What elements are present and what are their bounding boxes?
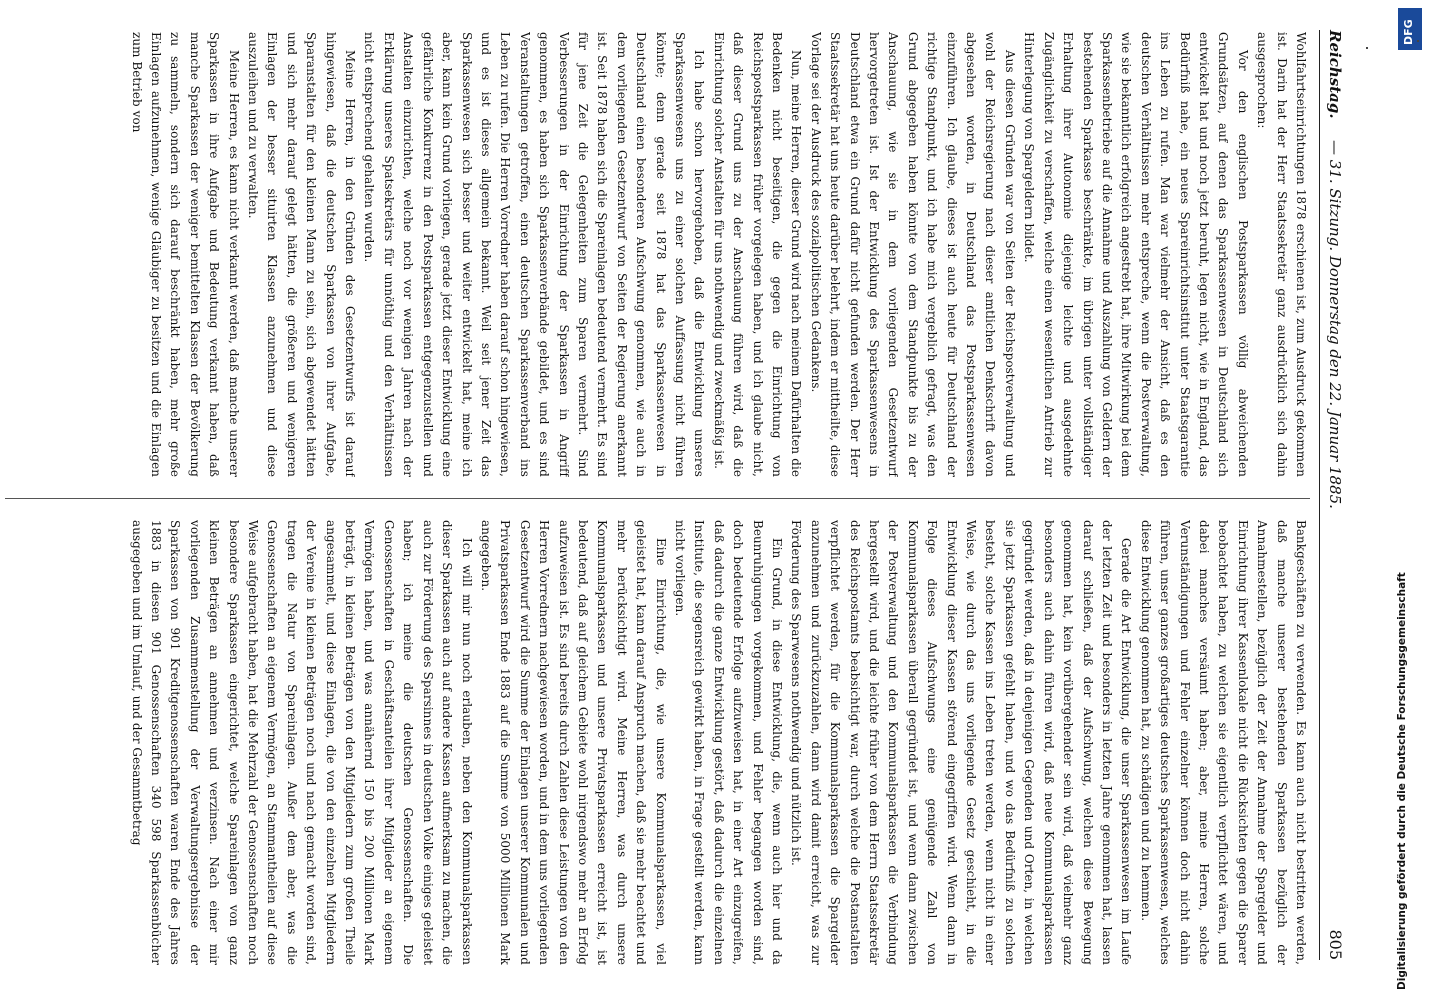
paragraph: Bankgeschäften zu verwenden. Es kann auch nicht bestritten werden, daß manche unserer bestehenden Sparkassen bezüglich der Annahmestellen, bezüglich der Zeit der Annahme der Spargelder und Einrichtung ihrer Kassenlokale nicht die Rücksichten gegen die Sparer beobachtet haben, zu welchen sie eigentlich verpflichtet wären, und dabei manches versäumt haben; aber, meine Herren, solche Verunständigungen und Fehler einzelner können doch nicht dahin führen, unser ganzes großartiges deutsches Sparkassenwesen, welches diese Entwicklung genommen hat, zu schädigen und zu hemmen. — [1138, 520, 1308, 965]
paragraph: Vor den englischen Postsparkassen völlig abweichenden Grundsätzen, auf denen das Sparkassenwesen in Deutschland sich entwickelt hat und noch jetzt beruht, legen nicht, wie in England, das Bedürfniß nahe, ein neues Spareinrichtsinstitut unter Staatsgarantie ins Leben zu rufen. Man war vielmehr der Ansicht, daß es den deutschen Verhältnissen mehr entspreche, wenn die Postverwaltung, wie sie bekanntlich erfolgreich angestrebt hat, ihre Mitwirkung bei dem Sparkassenbetriebe auf die Annahme und Auszahlung von Geldern der bestehenden Sparkasse beschränkte, im übrigen unter vollständiger Erhaltung ihrer Autonomie diejenige leichte und ausgedehnte Zugänglichkeit zu verschaffen, welche einen wesentlichen Antrieb zur Hinterlegung von Spargeldern bildet. — [1022, 32, 1250, 477]
paragraph: Nun, meine Herren, dieser Grund wird nach meinem Dafürhalten die Bedenken nicht beseitigen, die gegen die Einrichtung von Reichspostsparkassen früher vorgelegen haben, und ich glaube nicht, daß dieser Grund uns zu der Anschauung führen wird, daß die Einrichtung solcher Anstalten für uns nothwendig und zweckmäßig ist. — [711, 32, 804, 477]
digitization-credit: Digitalisierung gefördert durch die Deutsche Forschungsgemeinschaft — [1396, 572, 1408, 990]
header-title: Reichstag. — [1326, 30, 1344, 119]
paragraph: Gerade die Art Entwicklung, die unser Sparkassenwesen im Laufe der letzten Zeit und besonders in letzten Jahre genommen hat, lassen darauf schließen, daß der Aufschwung, welchen diese Bewegung genommen hat, kein vorübergehender sein wird, daß vielmehr ganz besonders auch dahin führen wird, daß neue Kommunalsparkassen gegründet werden, daß in denjenigen Gegenden und Orten, in welchen sie jetzt Sparkassen gefehlt haben, und wo das Bedürfniß zu solchen besteht, solche Kassen ins Leben treten werden, wenn nicht in einer Weise, wie durch das uns vorliegende Gesetz geschieht, in die Entwicklung dieser Kassen störend eingegriffen wird. Wenn dann in Folge dieses Aufschwungs eine genügende Zahl von Kommunalsparkassen überall gegründet ist, und wenn dann zwischen der Postverwaltung und den Kommunalsparkassen die Verbindung hergestellt wird, und die leichte früher von dem Herrn Staatssekretär des Reichspostamts beabsichtigt war, durch welche die Postanstalten verpflichtet werden, für die Kommunalsparkassen die Spargelder anzunehmen und zurückzuzahlen, dann wird damit erreicht, was zur Förderung des Sparwesens nothwendig und nützlich ist. — [789, 520, 1134, 965]
scan-speck — [1417, 40, 1419, 42]
digitization-credit-strip — [1390, 0, 1432, 1000]
column-divider — [5, 498, 1310, 499]
paragraph: Wohlfahrtseinrichtungen 1878 erschienen ist, zum Ausdruck gekommen ist. Darin hat der Herr Staatssekretär ganz ausdrücklich sich dahin ausgesprochen: — [1255, 32, 1308, 477]
scan-speck — [1366, 47, 1368, 49]
left-text-column — [5, 32, 1310, 477]
header-session-date: — 31. Sitzung. Donnerstag den 22. Januar 1885. — [1326, 140, 1344, 509]
paragraph: Meine Herren, in den Gründen des Gesetzentwurfs ist darauf hingewiesen, daß die deutschen Sparkassen von ihrer Aufgabe, Sparanstalten für den kleinen Mann zu sein, sich abgewendet hätten und sich mehr darauf gelegt hätten, die größeren und wenigeren Einlagen der besser situirten Klassen anzunehmen und diese auszuleihen und zu verwalten. — [246, 32, 358, 477]
page-number: 805 — [1326, 929, 1345, 960]
page-header — [1319, 30, 1360, 960]
paragraph: Ein Grund, in diese Entwicklung, die, wenn auch hier und da Beunruhigungen vorgekommen, und Fehler begangen worden sind, doch bedeutende Erfolge aufzuweisen hat, in einer Art einzugreifen, daß dadurch die ganze Entwicklung gestört, daß dadurch die einzelnen Institute, die segensreich gewirkt haben, in Frage gestellt werden, kann nicht vorliegen. — [673, 520, 785, 965]
paragraph: Aus diesen Gründen war von Seiten der Reichspostverwaltung und wohl der Reichsregierung nach dieser amtlichen Denkschrift davon abgesehen worden, in Deutschland das Postsparkassenwesen einzuführen. Ich glaube, dieses ist auch heute für Deutschland der richtige Standpunkt, und ich habe mich vergeblich gefragt, was den Grund abgegeben haben könnte von dem Standpunkte bis zu der Anschauung, wie sie in dem vorliegenden Gesetzentwurf hervorgetreten ist. Ist der Entwicklung des Sparkassenwesens in Deutschland etwa ein Grund dafür nicht gefunden werden. Der Herr Staatssekretär hat uns heute darüber belehrt, indem er mittheilte, diese Vorlage sei der Ausdruck des sozialpolitischen Gedankens. — [808, 32, 1017, 477]
dfg-logo-badge — [1398, 8, 1422, 50]
paragraph: Ich will mir nun noch erlauben, neben den Kommunalsparkassen dieser Sparkassen auch auf andere Kassen aufmerksam zu machen, die auch zur Förderung des Sparsinnes in deutschen Volke einiges geleistet haben; ich meine die deutschen Genossenschaften. Die Genossenschaften in Geschäftsanteilen ihrer Mitglieder an eigenem Vermögen haben, und was annähernd 150 bis 200 Millionen Mark beträgt, in kleinen Beträgen von den Mitgliedern zum großen Theile angesammelt, und diese Einlagen, die von den einzelnen Mitgliedern der Vereine in kleinen Beträgen noch und nach gemacht worden sind, tragen die Natur von Spareinlagen. Außer dem aber, was die Genossenschaften an eigenem Vermögen, an Stammantheilen auf diese Weise aufgebracht haben, hat die Mehrzahl der Genossenschaften noch besondere Sparkassen eingerichtet, welche Spareinlagen von ganz kleinen Beträgen an annehmen und verzinsen. Nach einer mir vorliegenden Zusammenstellung der Verwaltungsergebnisse der Sparkassen von 901 Kreditgenossenschaften waren Ende des Jahres 1883 in diesen 901 Genossenschaften 340 598 Sparkassenbücher ausgegeben und im Umlauf, und der Gesammtbetrag — [129, 520, 474, 965]
paragraph: Ich habe schon hervorgehoben, daß die Entwicklung unseres Sparkassenwesens uns zu einer solchen Auffassung nicht führen könnte; denn gerade seit 1878 hat das Sparkassenwesen in Deutschland einen besonderen Aufschwung genommen, wie auch in dem vorliegenden Gesetzentwurf von Seiten der Regierung anerkannt ist. Seit 1878 haben sich die Spareinlagen bedeutend vermehrt. Es sind für jene Zeit die Gelegenheiten zum Sparen vermehrt. Sind Verbesserungen in der Einrichtung der Sparkassen in Angriff genommen, es haben sich Sparkassenverbände gebildet, und es sind Veranstaltungen getroffen, einen deutschen Sparkassenverband ins Leben zu rufen. Die Herren Vorredner haben darauf schon hingewiesen, und es ist dieses allgemein bekannt. Weil seit jener Zeit das Sparkassenwesen sich besser und weiter entwickelt hat, meine ich aber, kann kein Grund vorliegen, gerade jetzt dieser Entwicklung eine gefährliche Konkurrenz in den Postsparkassen entgegenzustellen und Anstalten einzurichten, welche noch vor wenigen Jahren nach der Erklärung unseres Spatsekretärs für unnöthig und den Verhältnissen nicht entsprechend gehalten wurden. — [362, 32, 707, 477]
right-text-column — [5, 520, 1310, 965]
paragraph: Meine Herren, es kann nicht verkannt werden, daß manche unserer Sparkassen in ihre Aufgabe und Bedeutung verkannt haben, daß manche Sparkassen der weniger bemittelten Klassen der Bevölkerung zu sammeln, sondern sich darauf beschränkt haben, mehr große Einlagen aufzunehmen, wenige Gläubiger zu besitzen und die Einlagen zum Betrieb von — [129, 32, 241, 477]
paragraph: Eine Einrichtung, die, wie unsere Kommunalsparkassen, viel geleistet hat, kann darauf Anspruch machen, daß sie mehr beachtet und mehr berücksichtigt wird. Meine Herren, was durch unsere Kommunalsparkassen und unsere Privatsparkassen erreicht ist, ist bedeutend, daß auf gleichem Gebiete wohl nirgendswo mehr an Erfolg aufzuweisen ist. Es sind bereits durch Zahlen diese Leistungen von den Herren Vorrednern nachgewiesen worden, und in dem uns vorliegenden Gesetzentwurf wird die Summe der Einlagen unserer Kommunalen und Privatsparkassen Ende 1883 auf die Summe von 5000 Millionen Mark angegeben. — [478, 520, 668, 965]
dfg-logo-text: DFG — [1402, 19, 1415, 45]
